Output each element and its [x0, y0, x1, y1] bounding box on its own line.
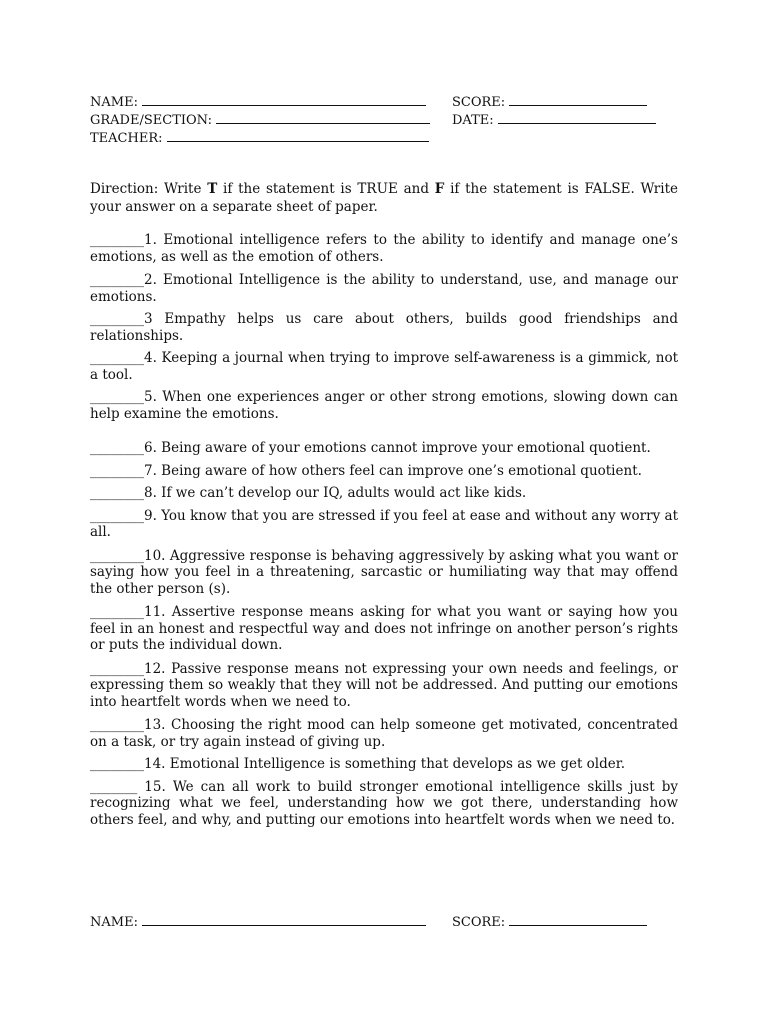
question-text: 5. When one experiences anger or other strong emotions, slowing down can help examine the emotions.: [90, 389, 678, 422]
answer-blank[interactable]: _______: [90, 778, 138, 795]
question-text: 1. Emotional intelligence refers to the ability to identify and manage one’s emotions, as well as the emotion of others.: [90, 232, 678, 265]
question-text: 14. Emotional Intelligence is something that develops as we get older.: [144, 756, 626, 772]
question-item-7: [90, 463, 678, 480]
teacher-field: [90, 128, 429, 147]
score-line[interactable]: [509, 92, 647, 106]
direction-part-1: Direction: Write: [90, 181, 208, 197]
question-text: 12. Passive response means not expressing your own needs and feelings, or expressing them so weakly that they will not be addressed. And putting our emotions into heartfelt words when we need to.: [90, 660, 678, 710]
question-text: 2. Emotional Intelligence is the ability to understand, use, and manage our emotions.: [90, 272, 678, 305]
score-field: [452, 92, 647, 111]
answer-blank[interactable]: ________: [90, 604, 144, 620]
answer-blank[interactable]: ________: [90, 717, 144, 733]
footer-score-line[interactable]: [509, 912, 647, 926]
question-item-5: [90, 389, 678, 422]
score-label: SCORE:: [452, 95, 506, 110]
question-list: [90, 232, 678, 828]
answer-blank[interactable]: ________: [90, 485, 144, 501]
direction-text: [90, 181, 678, 216]
question-item-15: [90, 779, 678, 829]
footer-name-field: [90, 912, 426, 931]
date-label: DATE:: [452, 113, 494, 128]
answer-blank[interactable]: ________: [90, 350, 144, 366]
question-text: 15. We can all work to build stronger emotional intelligence skills just by recognizing what we feel, understanding how we got there, understanding how others feel, and why, and putting our emotions into heartfelt words when we need to.: [90, 778, 678, 828]
name-label: NAME:: [90, 95, 138, 110]
question-item-8: [90, 485, 678, 502]
question-item-12: [90, 661, 678, 711]
question-text: 4. Keeping a journal when trying to improve self-awareness is a gimmick, not a tool.: [90, 350, 678, 383]
name-line[interactable]: [142, 92, 426, 106]
grade-section-label: GRADE/SECTION:: [90, 113, 212, 128]
footer-score-field: [452, 912, 647, 931]
question-item-4: [90, 350, 678, 383]
direction-part-3: if the statement is FALSE. Write your answer on a separate sheet of paper.: [90, 181, 678, 215]
question-item-1: [90, 232, 678, 265]
grade-section-field: [90, 110, 430, 129]
question-item-2: [90, 272, 678, 305]
footer-score-label: SCORE:: [452, 915, 506, 930]
grade-section-line[interactable]: [216, 110, 430, 124]
question-item-10: [90, 548, 678, 598]
answer-blank[interactable]: ________: [90, 660, 144, 677]
date-line[interactable]: [498, 110, 656, 124]
question-text: 11. Assertive response means asking for what you want or saying how you feel in an honest and respectful way and does not infringe on another person’s rights or puts the individual down.: [90, 604, 678, 653]
question-text: 7. Being aware of how others feel can improve one’s emotional quotient.: [144, 462, 642, 479]
answer-blank[interactable]: ________: [90, 462, 144, 479]
question-item-11: [90, 604, 678, 654]
question-item-6: [90, 440, 678, 457]
footer-name-line[interactable]: [142, 912, 426, 926]
question-item-14: [90, 756, 678, 773]
answer-blank[interactable]: ________: [90, 389, 144, 405]
direction-part-2: if the statement is TRUE and: [217, 181, 435, 197]
answer-blank[interactable]: ________: [90, 440, 144, 456]
direction-true-letter: T: [207, 181, 218, 197]
question-text: 9. You know that you are stressed if you feel at ease and without any worry at all.: [90, 507, 678, 540]
question-item-13: [90, 717, 678, 750]
teacher-label: TEACHER:: [90, 131, 163, 146]
question-text: 13. Choosing the right mood can help someone get motivated, concentrated on a task, or try again instead of giving up.: [90, 717, 678, 750]
date-field: [452, 110, 656, 129]
teacher-line[interactable]: [167, 128, 429, 142]
answer-blank[interactable]: ________: [90, 232, 144, 248]
question-text: 3 Empathy helps us care about others, builds good friendships and relationships.: [90, 311, 678, 344]
name-field: [90, 92, 426, 111]
direction-false-letter: F: [434, 181, 445, 197]
answer-blank[interactable]: ________: [90, 311, 144, 327]
answer-blank[interactable]: ________: [90, 507, 144, 524]
answer-blank[interactable]: ________: [90, 547, 144, 564]
question-text: 8. If we can’t develop our IQ, adults would act like kids.: [144, 485, 527, 501]
question-item-3: [90, 311, 678, 344]
footer-name-label: NAME:: [90, 915, 138, 930]
question-text: 10. Aggressive response is behaving aggressively by asking what you want or saying how you feel in a threatening, sarcastic or humiliating way that may offend the other person (s).: [90, 547, 678, 597]
question-item-9: [90, 508, 678, 541]
question-text: 6. Being aware of your emotions cannot improve your emotional quotient.: [144, 440, 651, 456]
answer-blank[interactable]: ________: [90, 756, 144, 772]
answer-blank[interactable]: ________: [90, 272, 144, 288]
